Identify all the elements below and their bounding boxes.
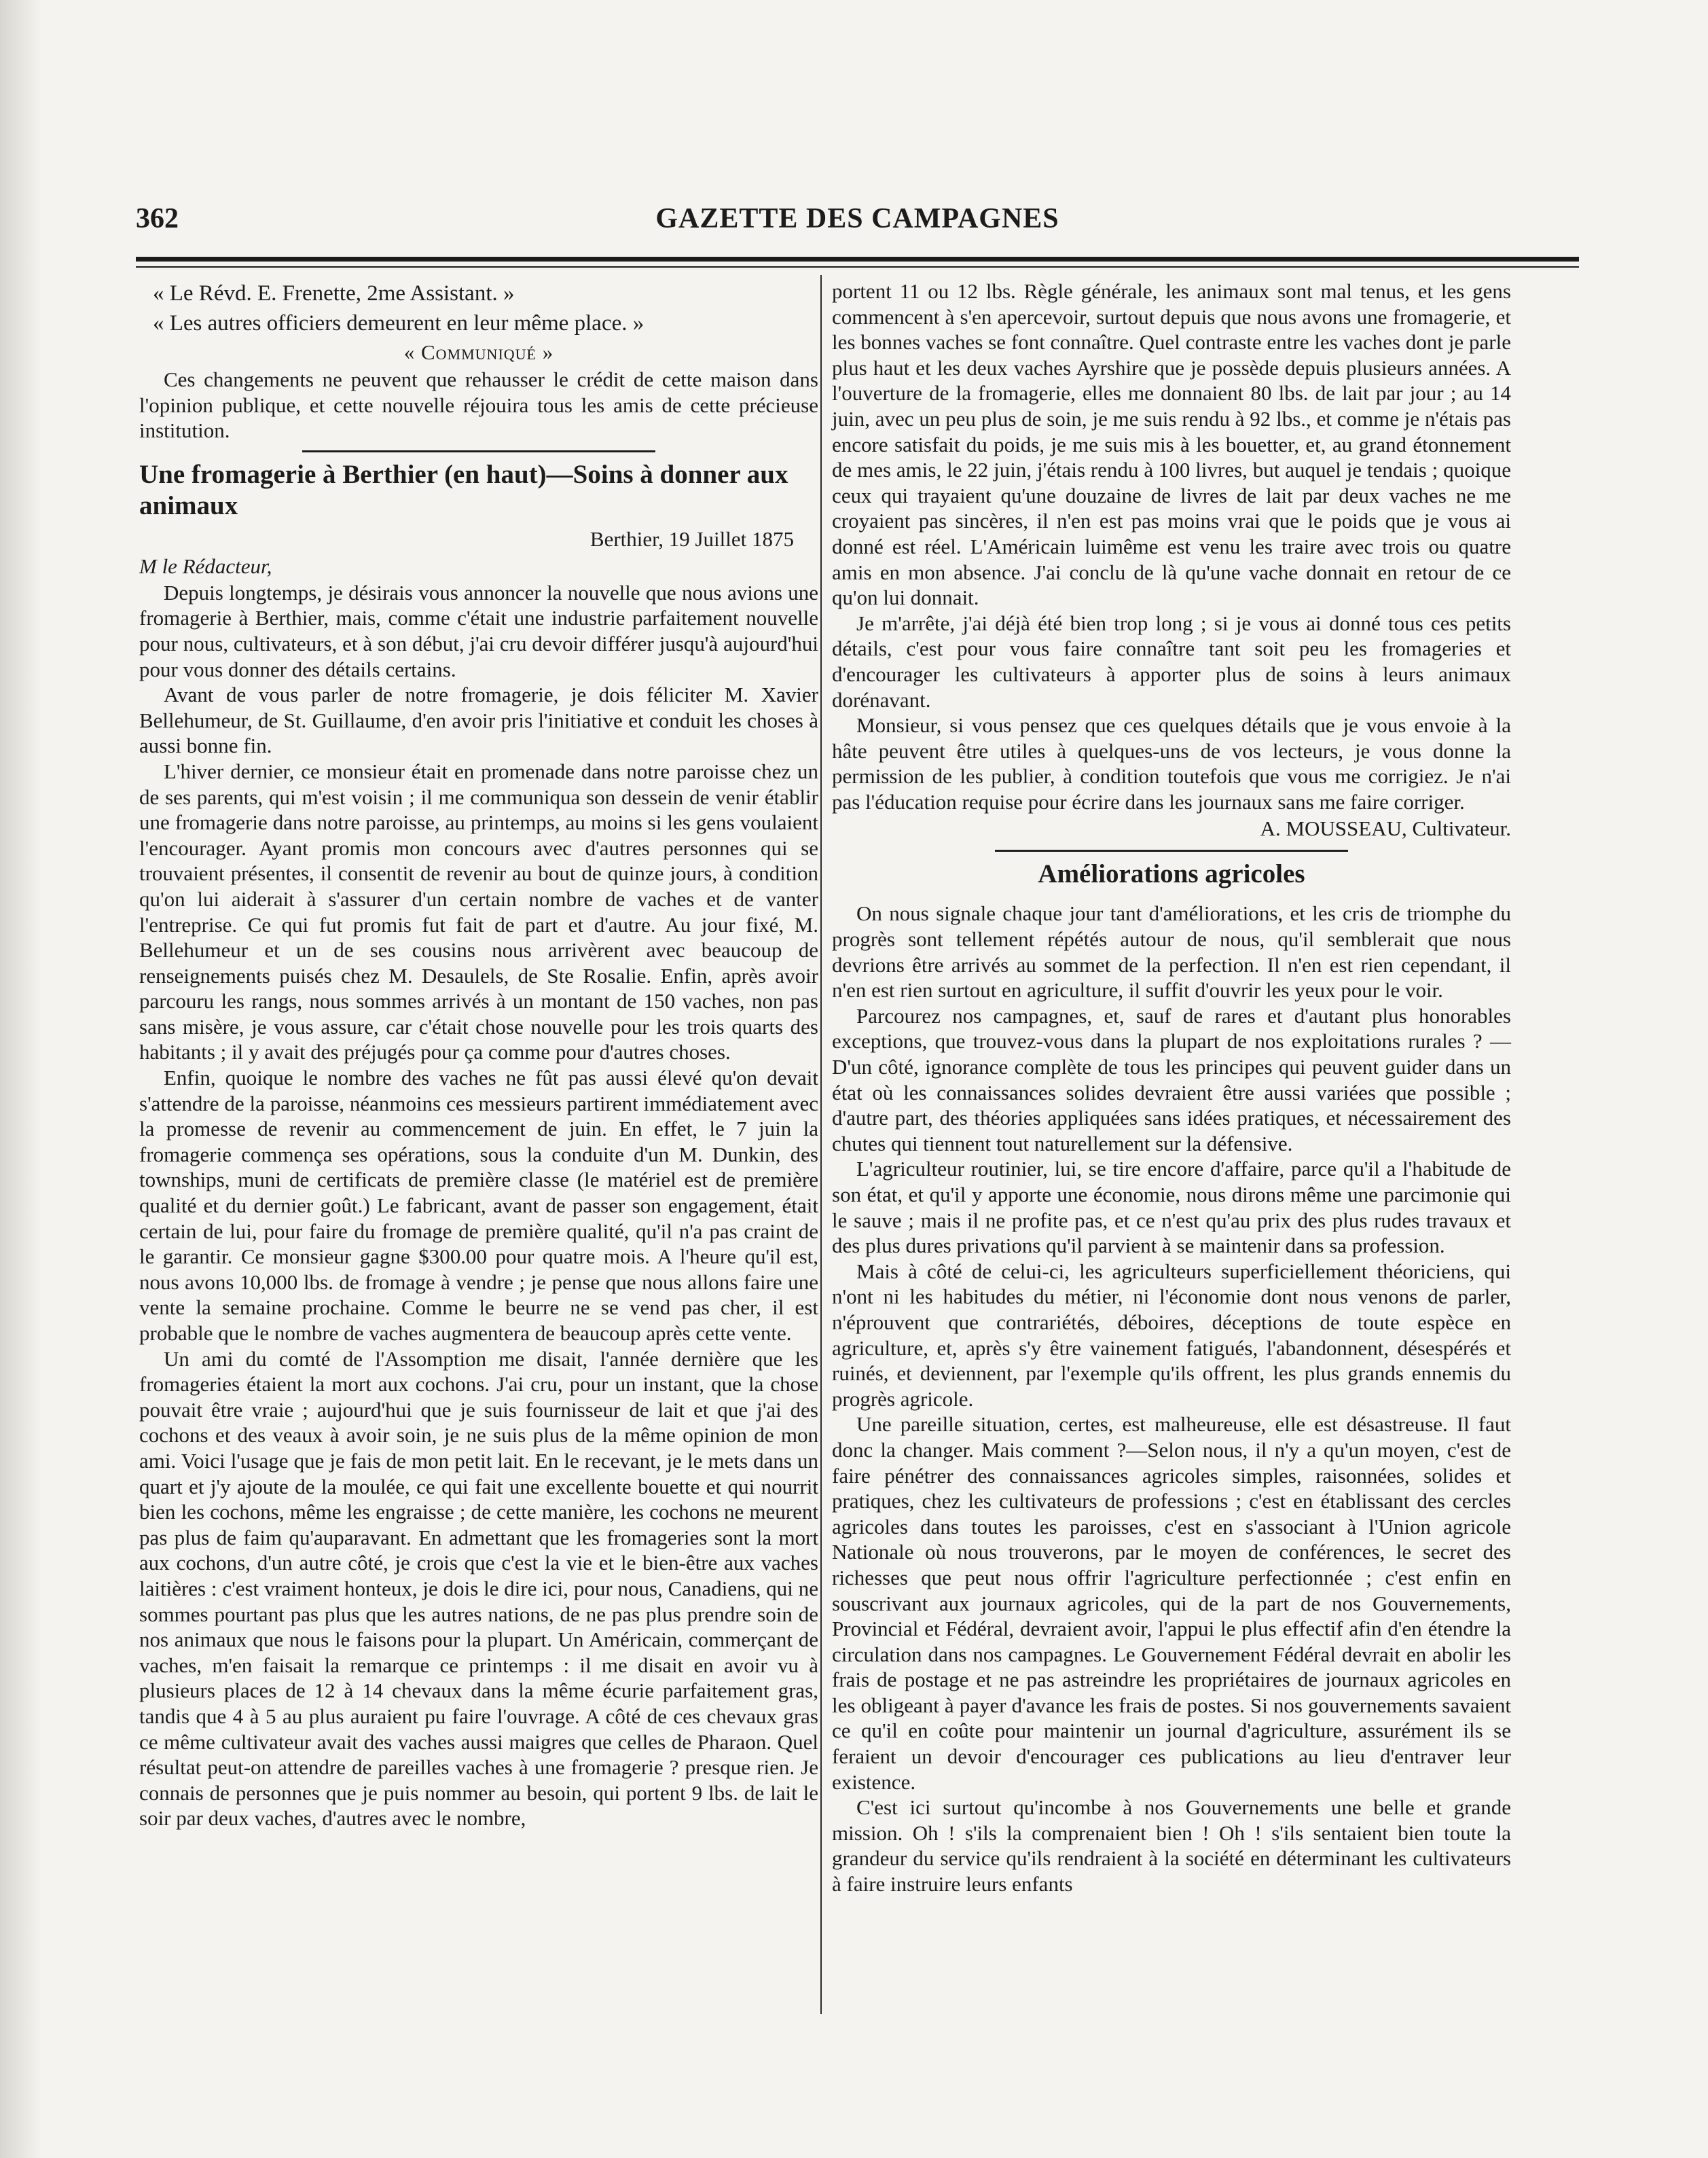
dateline: Berthier, 19 Juillet 1875 [589,526,794,551]
intro-paragraph: Ces changements ne peuvent que rehausser le crédit de cette maison dans l'opinion publique, et cette nouvelle réjouira tous les amis de cette précieuse institution. [139,367,818,443]
signature: A. MOUSSEAU, Cultivateur. [1260,816,1511,841]
article-title: Améliorations agricoles [1038,859,1305,889]
body-paragraph: Monsieur, si vous pensez que ces quelques détails que je vous envoie à la hâte peuvent être utiles à quelques-uns de vos lecteurs, je vous donne la permission de les publier, à condition toutefois que vous me corrigiez. Je n'ai pas l'éducation requise pour écrire dans les journaux sans me faire corriger. [832,713,1511,814]
body-paragraph: C'est ici surtout qu'incombe à nos Gouvernements une belle et grande mission. Oh ! s'ils la comprenaient bien ! Oh ! s'ils sentaient bien toute la grandeur du service qu'ils rendraient à la société en déterminant les cultivateurs à faire instruire leurs enfants [832,1795,1511,1896]
body-paragraph: Avant de vous parler de notre fromagerie, je dois féliciter M. Xavier Bellehumeur, de St. Guillaume, d'en avoir pris l'initiative et conduit les choses à aussi bonne fin. [139,683,818,758]
body-paragraph: portent 11 ou 12 lbs. Règle générale, les animaux sont mal tenus, et les gens commencent à s'en apercevoir, surtout depuis que nous avons une fromagerie, et les bonnes vaches se font connaître. Quel contraste entre les vaches dont je parle plus haut et les deux vaches Ayrshire que je possède depuis plusieurs années. A l'ouverture de la fromagerie, elles me donnaient 80 lbs. de lait par jour ; au 14 juin, avec un peu plus de soin, je me suis rendu à 92 lbs., et comme je n'étais pas encore satisfait du poids, je me suis mis à les bouetter, et, au grand étonnement de mes amis, le 22 juin, j'étais rendu à 100 livres, but auquel je tendais ; quoique ceux qui trayaient qu'une douzaine de livres de lait par deux vaches ne me croyaient pas sincères, il n'en est pas moins vrai que le poids que je vous ai donné est réel. L'Américain luimême est venu les traire avec trois ou quatre amis en mon absence. J'ai conclu de là qu'une vache donnait en retour de ce qu'on lui donnait. [832,279,1511,610]
page-header [136,202,1579,243]
left-column [139,278,818,1831]
body-paragraph: Enfin, quoique le nombre des vaches ne fût pas aussi élevé qu'on devait s'attendre de la paroisse, néanmoins ces messieurs partirent immédiatement avec la promesse de revenir au commencement de juin. En effet, le 7 juin la fromagerie commença ses opérations, sous la conduite d'un M. Dunkin, des townships, muni de certificats de première classe (le matériel est de première qualité et du dernier goût.) Le fabricant, avant de passer son engagement, était certain de lui, pour faire du fromage de première qualité, qu'il n'a pas craint de le garantir. Ce monsieur gagne $300.00 pour quatre mois. A l'heure qu'il est, nous avons 10,000 lbs. de fromage à vendre ; je pense que nous allons faire une vente la semaine prochaine. Comme le beurre ne se vend pas cher, il est probable que le nombre de vaches augmentera de beaucoup après cette vente. [139,1066,818,1345]
section-rule [995,850,1348,852]
journal-title: GAZETTE DES CAMPAGNES [655,203,1059,234]
body-paragraph: On nous signale chaque jour tant d'améliorations, et les cris de triomphe du progrès sont tellement répétés autour de nous, qu'il semblerait que nous devrions être arrivés au sommet de la perfection. Il n'en est rien cependant, il n'en est rien surtout en agriculture, il suffit d'ouvrir les yeux pour le voir. [832,901,1511,1003]
header-rule-thick [136,257,1579,262]
quote-line: « Le Révd. E. Frenette, 2me Assistant. » [153,281,515,306]
body-paragraph: Une pareille situation, certes, est malheureuse, elle est désastreuse. Il faut donc la changer. Mais comment ?—Selon nous, il n'y a qu'un moyen, c'est de faire pénétrer des connaissances agricoles simples, raisonnées, solides et pratiques, chez les cultivateurs de professions ; c'est en établissant des cercles agricoles dans toutes les paroisses, c'est en s'associant à l'Union agricole Nationale où nous trouverons, par le moyen de conférences, le secret des richesses que peut nous offrir l'agriculture perfectionnée ; c'est enfin en souscrivant aux journaux agricoles, qui de la part de nos Gouvernements, Provincial et Fédéral, devraient avoir, l'appui le plus effectif afin d'en étendre la circulation dans nos campagnes. Le Gouvernement Fédéral devrait en abolir les frais de postage et ne pas astreindre les propriétaires de journaux agricoles en les obligeant à payer d'avance les frais de postes. Si nos gouvernements savaient ce qu'il en coûte pour maintenir un journal d'agriculture, assurément ils se feraient un devoir d'encourager ces publications au lieu d'entraver leur existence. [832,1412,1511,1794]
page-number: 362 [136,203,179,234]
body-paragraph: Depuis longtemps, je désirais vous annoncer la nouvelle que nous avions une fromagerie à Berthier, mais, comme c'était une industrie parfaitement nouvelle pour nous, cultivateurs, et à son début, j'ai cru devoir différer jusqu'à aujourd'hui pour vous donner des détails certains. [139,580,818,681]
body-paragraph: Mais à côté de celui-ci, les agriculteurs superficiellement théoriciens, qui n'ont ni les habitudes du métier, ni l'économie dont nous venons de parler, n'éprouvent que contrariétés, déboires, déceptions de toute espèce en agriculture, et, après s'y être vainement fatigués, l'abandonnent, désespérés et ruinés, et deviennent, par l'exemple qu'ils offrent, les plus grands ennemis du progrès agricole. [832,1259,1511,1411]
body-paragraph: L'hiver dernier, ce monsieur était en promenade dans notre paroisse chez un de ses parents, qui m'est voisin ; il me communiqua son dessein de venir établir une fromagerie dans notre paroisse, au printemps, au moins si les gens voulaient l'encourager. Ayant promis mon concours avec d'autres personnes qui se trouvaient présentes, il consentit de revenir au bout de quinze jours, à condition qu'on lui aiderait à s'assurer d'un certain nombre de vaches et de vanter l'entreprise. Ce qui fut promis fut fait de part et d'autre. Au jour fixé, M. Bellehumeur et un de ses cousins nous arrivèrent avec beaucoup de renseignements puisés chez M. Desaulels, de Ste Rosalie. Enfin, après avoir parcouru les rangs, nous sommes arrivés à un montant de 150 vaches, non pas sans misère, je vous assure, car c'était chose nouvelle pour les trois quarts des habitants ; il y avait des préjugés pour ça comme pour d'autres choses. [139,759,818,1064]
right-column [832,278,1511,1897]
body-paragraph: Je m'arrête, j'ai déjà été bien trop long ; si je vous ai donné tous ces petits détails, c'est pour vous faire connaître tant soit peu les fromageries et d'encourager les cultivateurs à apporter plus de soins à leurs animaux dorénavant. [832,611,1511,712]
body-paragraph: Parcourez nos campagnes, et, sauf de rares et d'autant plus honorables exceptions, que trouvez-vous dans la plupart de nos exploitations rurales ? —D'un côté, ignorance complète de tous les principes qui peuvent guider dans un état où les connaissances solides devraient être aussi variées que possible ; d'autre part, des théories appliquées sans idées pratiques, et nécessairement des chutes qui tiennent tout naturellement sur la défensive. [832,1003,1511,1155]
body-paragraph: Un ami du comté de l'Assomption me disait, l'année dernière que les fromageries étaient la mort aux cochons. J'ai cru, pour un instant, que la chose pouvait être vraie ; aujourd'hui que je suis fournisseur de lait et que j'ai des cochons et des veaux à avoir soin, je ne suis plus de la même opinion de mon ami. Voici l'usage que je fais de mon petit lait. En le recevant, je le mets dans un quart et j'y ajoute de la moulée, ce qui fait une excellente bouette et qui nourrit bien les cochons, même les engraisse ; de cette manière, les cochons ne meurent pas plus de faim qu'auparavant. En admettant que les fromageries sont la mort aux cochons, d'un autre côté, je crois que c'est la vie et le bien-être aux vaches laitières : c'est vraiment honteux, je dois le dire ici, pour nous, Canadiens, qui ne sommes pourtant pas plus que les autres nations, de ne pas plus prendre soin de nos animaux que nous le faisons pour la plupart. Un Américain, commerçant de vaches, m'en faisait la remarque ce printemps : il me disait en avoir vu à plusieurs places de 12 à 14 chevaux dans la même écurie parfaitement gras, tandis que 4 à 5 au plus auraient pu faire l'ouvrage. A côté de ces chevaux gras ce même cultivateur avait des vaches aussi maigres que celles de Pharaon. Quel résultat peut-on attendre de pareilles vaches à une fromagerie ? presque rien. Je connais de personnes que je puis nommer au besoin, qui portent 9 lbs. de lait le soir par deux vaches, d'autres avec le nombre, [139,1346,818,1831]
salutation: M le Rédacteur, [139,554,272,578]
article-title: Une fromagerie à Berthier (en haut)—Soins à donner aux animaux [139,459,788,520]
scan-edge-shadow [0,0,41,2158]
column-divider [820,275,822,2014]
quote-line: « Les autres officiers demeurent en leur même place. » [153,311,644,336]
body-paragraph: L'agriculteur routinier, lui, se tire encore d'affaire, parce qu'il a l'habitude de son état, et qu'il y apporte une économie, nous dirons même une parcimonie qui le sauve ; mais il ne profite pas, et ce n'est qu'au prix des plus rudes travaux et des plus dures privations qu'il parvient à se maintenir dans sa profession. [832,1157,1511,1258]
header-rule-thin [136,266,1579,268]
section-rule [302,450,655,452]
communique-label: « Communiqué » [403,340,554,364]
